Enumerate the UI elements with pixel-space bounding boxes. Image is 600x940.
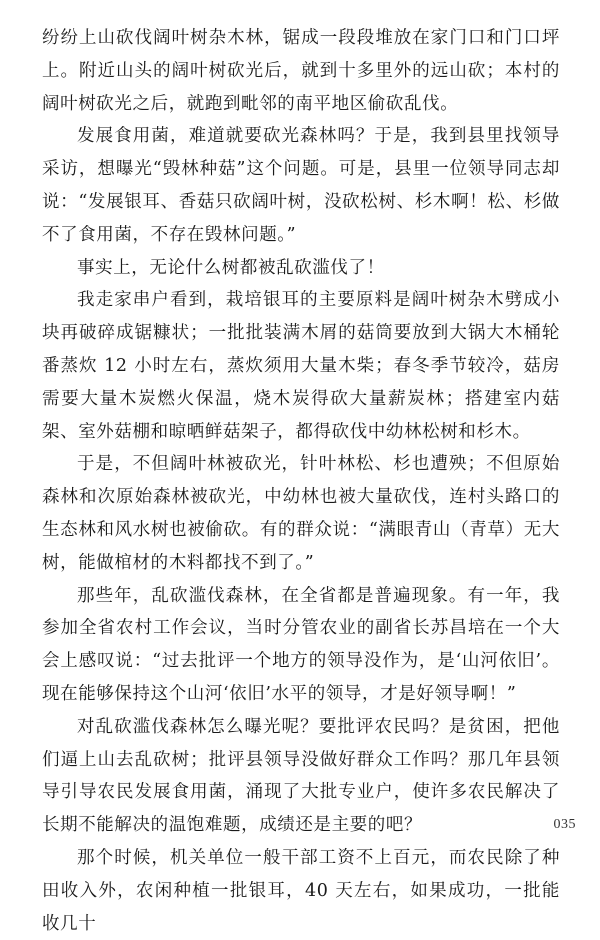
page-number: 035 xyxy=(553,817,576,832)
page-body xyxy=(42,22,560,940)
paragraph-7: 对乱砍滥伐森林怎么曝光呢？要批评农民吗？是贫困，把他们逼上山去乱砍树；批评县领导没做好群众工作吗？那几年县领导引导农民发展食用菌，涌现了大批专业户，使许多农民解决了长期不能解决的温饱难题，成绩还是主要的吧？ xyxy=(42,716,560,836)
paragraph-4: 我走家串户看到，栽培银耳的主要原料是阔叶树杂木劈成小块再破碎成锯糠状；一批批装满木屑的菇筒要放到大锅大木桶轮番蒸炊 12 小时左右，蒸炊须用大量木柴；春冬季节较冷，菇房需要大量木炭燃火保温，烧木炭得砍大量薪炭林；搭建室内菇架、室外菇棚和晾晒鲜菇架子，都得砍伐中幼林松树和杉木。 xyxy=(42,290,560,442)
paragraph-3: 事实上，无论什么树都被乱砍滥伐了！ xyxy=(77,257,385,278)
paragraph-5: 于是，不但阔叶林被砍光，针叶林松、杉也遭殃；不但原始森林和次原始森林被砍光，中幼林也被大量砍伐，连村头路口的生态林和风水树也被偷砍。有的群众说：“满眼青山（青草）无大树，能做棺材的木料都找不到了。” xyxy=(42,454,560,573)
paragraph-2: 发展食用菌，难道就要砍光森林吗？于是，我到县里找领导采访，想曝光“毁林种菇”这个问题。可是，县里一位领导同志却说：“发展银耳、香菇只砍阔叶树，没砍松树、杉木啊！松、杉做不了食用菌，不存在毁林问题。” xyxy=(42,126,560,245)
paragraph-6: 那些年，乱砍滥伐森林，在全省都是普遍现象。有一年，我参加全省农村工作会议，当时分管农业的副省长苏昌培在一个大会上感叹说：“过去批评一个地方的领导没作为，是‘山河依旧’。现在能够保持这个山河‘依旧’水平的领导，才是好领导啊！” xyxy=(42,585,560,704)
paragraph-8: 那个时候，机关单位一般干部工资不上百元，而农民除了种田收入外，农闲种植一批银耳，40 天左右，如果成功，一批能收几十 xyxy=(42,847,560,934)
paragraph-1: 纷纷上山砍伐阔叶树杂木林，锯成一段段堆放在家门口和门口坪上。附近山头的阔叶树砍光后，就到十多里外的远山砍；本村的阔叶树砍光之后，就跑到毗邻的南平地区偷砍乱伐。 xyxy=(42,28,560,114)
